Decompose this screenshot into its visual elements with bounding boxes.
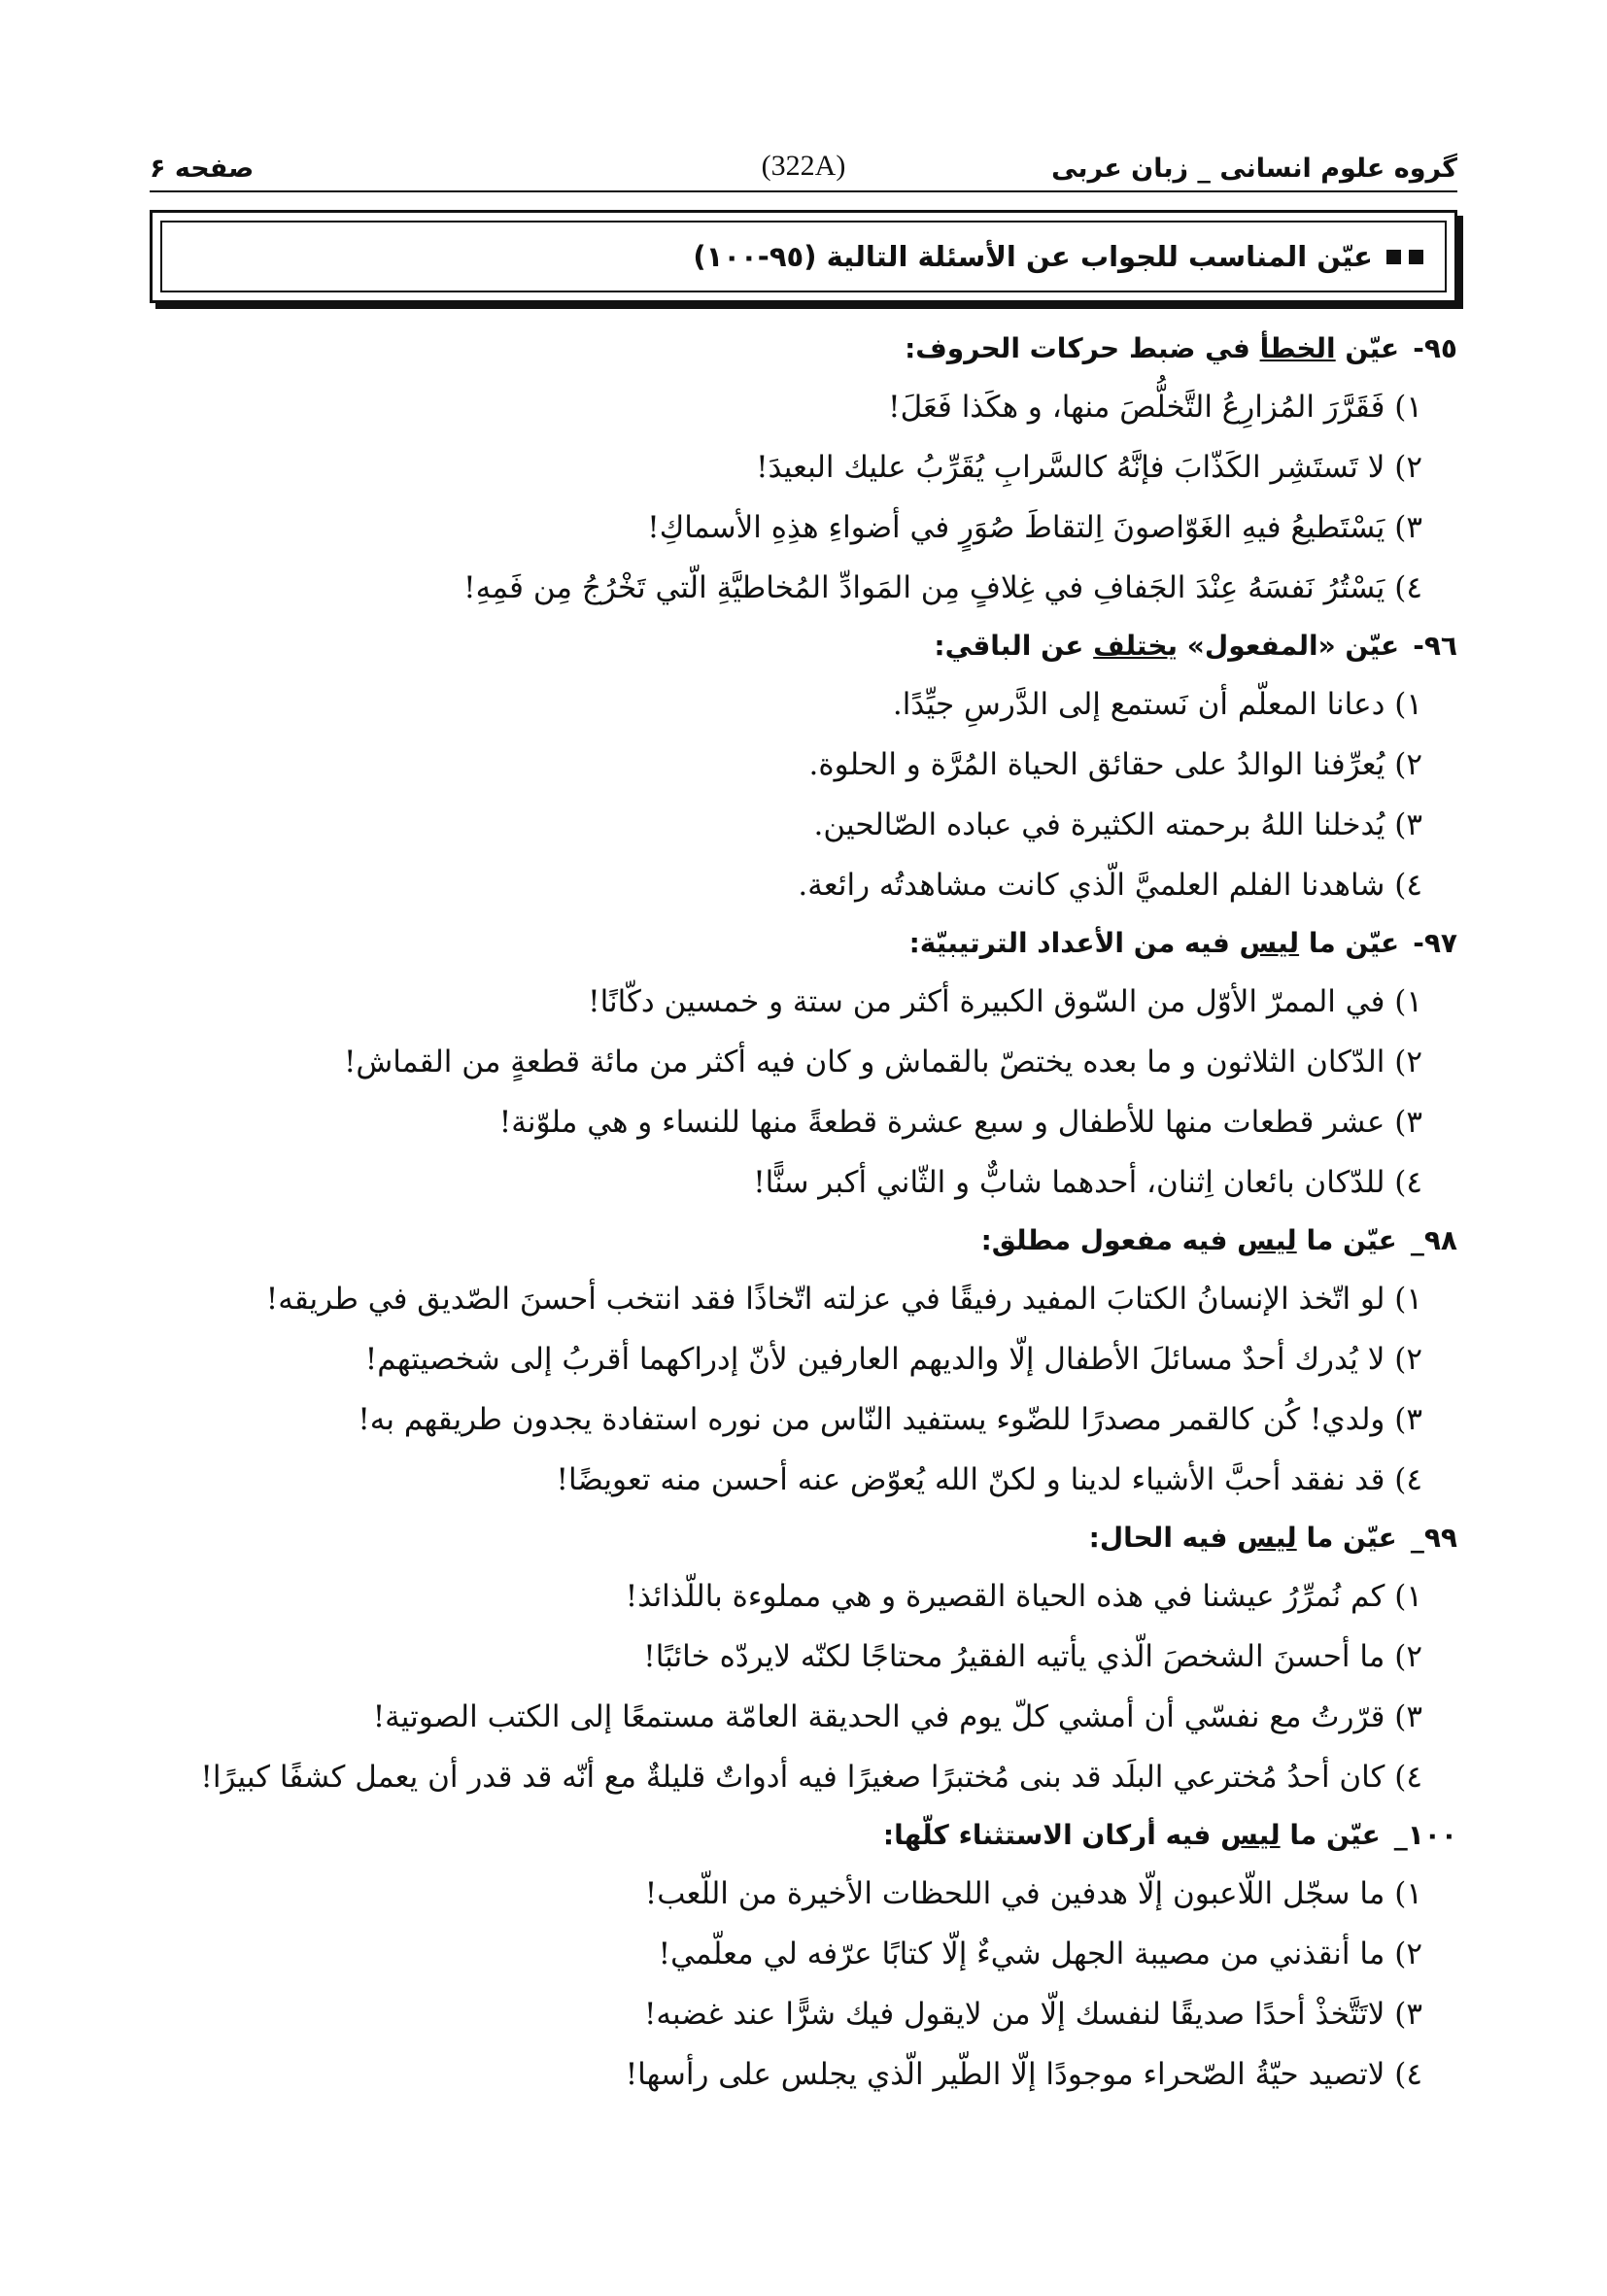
page-header xyxy=(150,146,1457,188)
question-keyword: ليس xyxy=(1237,1224,1297,1256)
question-99 xyxy=(150,1510,1457,1807)
option-4: ٤) لاتصيد حيّةُ الصّحراء موجودًا إلّا الطّير الّذي يجلس على رأسها! xyxy=(625,2057,1422,2092)
question-keyword: يختلف xyxy=(1093,630,1179,662)
option-2: ٢) يُعرِّفنا الوالدُ على حقائق الحياة المُرَّة و الحلوة. xyxy=(808,747,1422,782)
question-text: فيه أركان الاستثناء كلّها: xyxy=(882,1819,1221,1851)
question-97 xyxy=(150,915,1457,1213)
question-text: عيّن ما xyxy=(1296,1522,1397,1554)
option-1: ١) دعانا المعلّم أن نَستمع إلى الدَّرسِ جيِّدًا. xyxy=(892,687,1422,722)
question-text: عيّن ما xyxy=(1280,1819,1381,1851)
option-2: ٢) الدّكان الثلاثون و ما بعده يختصّ بالقماش و كان فيه أكثر من مائة قطعةٍ من القماش! xyxy=(343,1045,1422,1079)
question-96 xyxy=(150,618,1457,915)
option-1: ١) كم نُمرِّرُ عيشنا في هذه الحياة القصيرة و هي مملوءة باللّذائذ! xyxy=(625,1579,1422,1614)
question-number: ١٠٠_ xyxy=(1393,1819,1457,1851)
question-title xyxy=(150,321,1457,377)
question-keyword: ليس xyxy=(1220,1819,1281,1851)
header-page-number: صفحه ۶ xyxy=(150,154,255,184)
question-number: ٩٩_ xyxy=(1410,1522,1457,1554)
question-text: فيه مفعول مطلق: xyxy=(980,1224,1238,1256)
question-number: ٩٦- xyxy=(1413,630,1457,662)
question-title xyxy=(150,618,1457,674)
question-98 xyxy=(150,1213,1457,1510)
question-keyword: ليس xyxy=(1237,1522,1297,1554)
header-subject: گروه علوم انسانی _ زبان عربی xyxy=(1051,154,1457,184)
question-keyword: الخطأ xyxy=(1259,332,1336,364)
option-3: ٣) لاتَتَّخذْ أحدًا صديقًا لنفسك إلّا من لايقول فيك شرًّا عند غضبه! xyxy=(643,1997,1422,2032)
question-95 xyxy=(150,321,1457,618)
question-text: عيّن ما xyxy=(1299,927,1400,959)
question-100 xyxy=(150,1807,1457,2105)
question-title xyxy=(150,1213,1457,1269)
option-1: ١) ما سجّل اللّاعبون إلّا هدفين في اللحظات الأخيرة من اللّعب! xyxy=(644,1876,1422,1911)
instruction-text: عيّن المناسب للجواب عن الأسئلة التالية (٩٥-١٠٠) xyxy=(693,240,1373,273)
option-4: ٤) قد نفقد أحبَّ الأشياء لدينا و لكنّ الله يُعوّض عنه أحسن منه تعويضًا! xyxy=(556,1462,1422,1497)
option-2: ٢) لا تَستَشِر الكَذّابَ فإنَّهُ كالسَّرابِ يُقَرِّبُ عليك البعيدَ! xyxy=(756,450,1422,485)
exam-page xyxy=(150,0,1457,2296)
question-number: ٩٥- xyxy=(1413,332,1457,364)
option-4: ٤) للدّكان بائعان اِثنان، أحدهما شابٌّ و الثّاني أكبر سنًّا! xyxy=(753,1165,1422,1200)
option-3: ٣) يُدخلنا اللهُ برحمته الكثيرة في عباده الصّالحين. xyxy=(813,807,1422,842)
instruction-banner-inner xyxy=(160,221,1447,292)
option-2: ٢) لا يُدرك أحدٌ مسائلَ الأطفال إلّا والديهم العارفين لأنّ إدراكهما أقربُ إلى شخصيتهم! xyxy=(364,1342,1422,1377)
header-booklet-code: (322A) xyxy=(761,150,846,182)
instruction-banner xyxy=(150,210,1457,303)
question-text: عيّن «المفعول» xyxy=(1178,630,1400,662)
option-3: ٣) يَسْتَطيعُ فيهِ الغَوّاصونَ اِلتقاطَ صُوَرٍ في أضواءِ هذِهِ الأسماكِ! xyxy=(647,510,1422,545)
square-bullet-icon xyxy=(1409,250,1423,264)
header-divider xyxy=(150,190,1457,192)
question-number: ٩٧- xyxy=(1413,927,1457,959)
question-title xyxy=(150,915,1457,972)
question-keyword: ليس xyxy=(1239,927,1300,959)
question-number: ٩٨_ xyxy=(1410,1224,1457,1256)
option-3: ٣) قرّرتُ مع نفسّي أن أمشي كلّ يوم في الحديقة العامّة مستمعًا إلى الكتب الصوتية! xyxy=(372,1699,1422,1734)
questions-list xyxy=(150,321,1457,2105)
option-4: ٤) كان أحدُ مُخترعي البلَد قد بنى مُختبرًا صغيرًا فيه أدواتٌ قليلةٌ مع أنّه قد قدر أن يعمل كشفًا كبيرًا! xyxy=(200,1760,1422,1795)
option-4: ٤) يَسْتُرُ نَفسَهُ عِنْدَ الجَفافِ في غِلافٍ مِن المَوادِّ المُخاطيَّةِ الّتي تَخْرُجُ مِن فَمِهِ! xyxy=(463,570,1422,605)
square-bullet-icon xyxy=(1386,250,1401,264)
option-1: ١) في الممرّ الأوّل من السّوق الكبيرة أكثر من ستة و خمسين دكّانًا! xyxy=(588,984,1422,1019)
question-text: فيه من الأعداد الترتيبيّة: xyxy=(908,927,1240,959)
option-1: ١) لو اتّخذ الإنسانُ الكتابَ المفيد رفيقًا في عزلته اتّخاذًا فقد انتخب أحسنَ الصّديق في طريقه! xyxy=(265,1282,1422,1317)
option-3: ٣) ولدي! كُن كالقمر مصدرًا للضّوء يستفيد النّاس من نوره استفادة يجدون طريقهم به! xyxy=(358,1402,1422,1437)
question-text: في ضبط حركات الحروف: xyxy=(905,332,1260,364)
option-3: ٣) عشر قطعات منها للأطفال و سبع عشرة قطعةً منها للنساء و هي ملوّنة! xyxy=(498,1105,1422,1140)
question-text: عن الباقي: xyxy=(934,630,1094,662)
question-title xyxy=(150,1807,1457,1864)
question-title xyxy=(150,1510,1457,1566)
question-text: عيّن xyxy=(1335,332,1400,364)
option-2: ٢) ما أحسنَ الشخصَ الّذي يأتيه الفقيرُ محتاجًا لكنّه لايردّه خائبًا! xyxy=(643,1639,1422,1674)
question-text: فيه الحال: xyxy=(1088,1522,1238,1554)
option-1: ١) فَقَرَّرَ المُزارِعُ التَّخلُّصَ منها، و هكَذا فَعَلَ! xyxy=(888,390,1422,425)
question-text: عيّن ما xyxy=(1296,1224,1397,1256)
option-4: ٤) شاهدنا الفلم العلميَّ الّذي كانت مشاهدتُه رائعة. xyxy=(798,868,1422,903)
option-2: ٢) ما أنقذني من مصيبة الجهل شيءٌ إلّا كتابًا عرّفه لي معلّمي! xyxy=(658,1936,1422,1971)
